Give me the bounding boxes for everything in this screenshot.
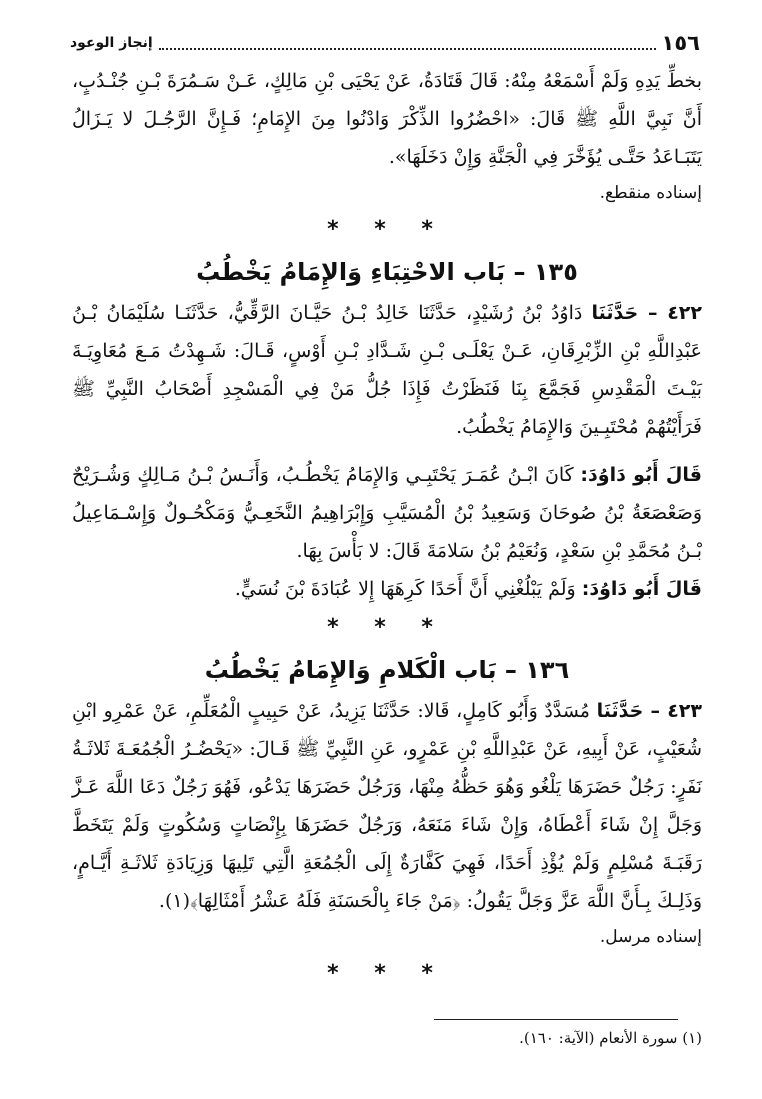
- chapter-heading-136: ١٣٦ – بَاب الْكَلامِ وَالإِمَامُ يَخْطُبُ: [204, 656, 570, 684]
- hadith-422: [72, 294, 702, 446]
- abu-dawud-comment-1: [72, 456, 702, 570]
- hadith-text: مُسَدَّدٌ وَأَبُو كَامِلٍ، قَالا: حَدَّثَنَا يَزِيدُ، عَنْ حَبِيبٍ الْمُعَلِّمِ، عَنْ عَمْرِو ابْنِ شُعَيْبٍ، عَنْ أَبِيهِ، عَنْ عَبْدِاللَّهِ بْنِ عَمْرٍو، عَنِ النَّبِيِّ ﷺ قَـالَ: «يَحْضُـرُ الْجُمُعَـةَ ثَلاثَـةُ نَفَرٍ: رَجُلٌ حَضَرَهَا يَلْغُو وَهُوَ حَظُّهُ مِنْهَا، وَرَجُلٌ حَضَرَهَا يَدْعُو، فَهُوَ رَجُلٌ دَعَا اللَّهَ عَـزَّ وَجَلَّ إِنْ شَاءَ أَعْطَاهُ، وَإِنْ شَاءَ مَنَعَهُ، وَرَجُلٌ حَضَرَهَا بِإِنْصَاتٍ وَسُكُوتٍ وَلَمْ يَتَخَطَّ رَقَبَـةَ مُسْلِمٍ وَلَمْ يُؤْذِ أَحَدًا، فَهِيَ كَفَّارَةٌ إِلَى الْجُمُعَةِ الَّتِي تَلِيهَا وَزِيَادَةِ ثَلاثَـةِ أَيَّـامٍ، وَذَلِـكَ بِـأَنَّ اللَّهَ عَزَّ وَجَلَّ يَقُولُ: ﴿مَنْ جَاءَ بِالْحَسَنَةِ فَلَهُ عَشْرُ أَمْثَالِهَا﴾(١).: [72, 700, 702, 912]
- section-separator: * * *: [327, 961, 447, 986]
- page-number: ١٥٦: [661, 31, 700, 55]
- footnote-divider: [434, 1019, 678, 1020]
- hadith-number-lead: ٤٢٢ – حَدَّثَنَا: [591, 302, 702, 324]
- page-body: [72, 62, 702, 994]
- hadith-continuation: بخطِّ يَدِهِ وَلَمْ أَسْمَعْهُ مِنْهُ: قَالَ قَتَادَةُ، عَنْ يَحْيَى بْنِ مَالِكٍ، عَـنْ سَـمُرَةَ بْـنِ جُنْـدُبٍ، أَنَّ نَبِيَّ اللَّهِ ﷺ قَالَ: «احْضُرُوا الذِّكْرَ وَادْنُوا مِنَ الإِمَامِ؛ فَـإِنَّ الرَّجُـلَ لا يَـزَالُ يَتَبَـاعَدُ حَتَّـى يُؤَخَّرَ فِي الْجَنَّةِ وَإِنْ دَخَلَهَا».: [72, 70, 702, 168]
- hadith-text: دَاوُدُ بْنُ رُشَيْدٍ، حَدَّثَنَا خَالِدُ بْـنُ حَيَّـانَ الرَّقِّيُّ، حَدَّثَنَـا سُلَيْمَانُ بْـنُ عَبْدِاللَّهِ بْنِ الزِّبْرِقَانِ، عَـنْ يَعْلَـى بْـنِ شَـدَّادِ بْـنِ أَوْسٍ، قَـالَ: شَـهِدْتُ مَـعَ مُعَاوِيَـةَ بَيْـتَ الْمَقْدِسِ فَجَمَّعَ بِنَا فَنَظَرْتُ فَإِذَا جُلُّ مَنْ فِي الْمَسْجِدِ أَصْحَابُ النَّبِيِّ ﷺ فَرَأَيْتُهُمْ مُحْتَبِـينَ وَالإِمَامُ يَخْطُبُ.: [72, 302, 702, 438]
- comment-text: وَلَمْ يَبْلُغْنِي أَنَّ أَحَدًا كَرِهَهَا إِلا عُبَادَةَ بْنَ نُسَيٍّ.: [234, 578, 582, 600]
- isnad-grading: إسناده منقطع.: [599, 183, 702, 203]
- comment-lead: قَالَ أَبُو دَاوُدَ:: [581, 578, 702, 600]
- chapter-heading-135: ١٣٥ – بَاب الاحْتِبَاءِ وَالإِمَامُ يَخْطُبُ: [196, 258, 578, 286]
- comment-lead: قَالَ أَبُو دَاوُدَ:: [580, 464, 702, 486]
- dotted-leader: [159, 48, 656, 50]
- spacer: [72, 446, 702, 456]
- section-separator: * * *: [327, 615, 447, 640]
- abu-dawud-comment-2: [72, 570, 702, 608]
- page-header: [70, 30, 700, 56]
- section-separator: * * *: [327, 217, 447, 242]
- footnote: (١) سورة الأنعام (الآية: ١٦٠).: [519, 1029, 702, 1047]
- hadith-423: [72, 692, 702, 920]
- comment-text: كَانَ ابْـنُ عُمَـرَ يَحْتَبِـي وَالإِمَامُ يَخْطُـبُ، وَأَنَـسُ بْـنُ مَـالِكٍ وَشُـرَيْحٌ وَصَعْصَعَةُ بْنُ صُوحَانَ وَسَعِيدُ بْنُ الْمُسَيَّبِ وَإِبْرَاهِيمُ النَّخَعِـيُّ وَمَكْحُـولٌ وَإِسْـمَاعِيلُ بْـنُ مُحَمَّدِ بْنِ سَعْدٍ، وَنُعَيْمُ بْنُ سَلامَةَ قَالَ: لا بَأْسَ بِهَا.: [72, 464, 702, 562]
- hadith-number-lead: ٤٢٣ – حَدَّثَنَا: [596, 700, 702, 722]
- isnad-grading: إسناده مرسل.: [599, 927, 702, 947]
- running-title: إنجاز الوعود: [70, 35, 153, 51]
